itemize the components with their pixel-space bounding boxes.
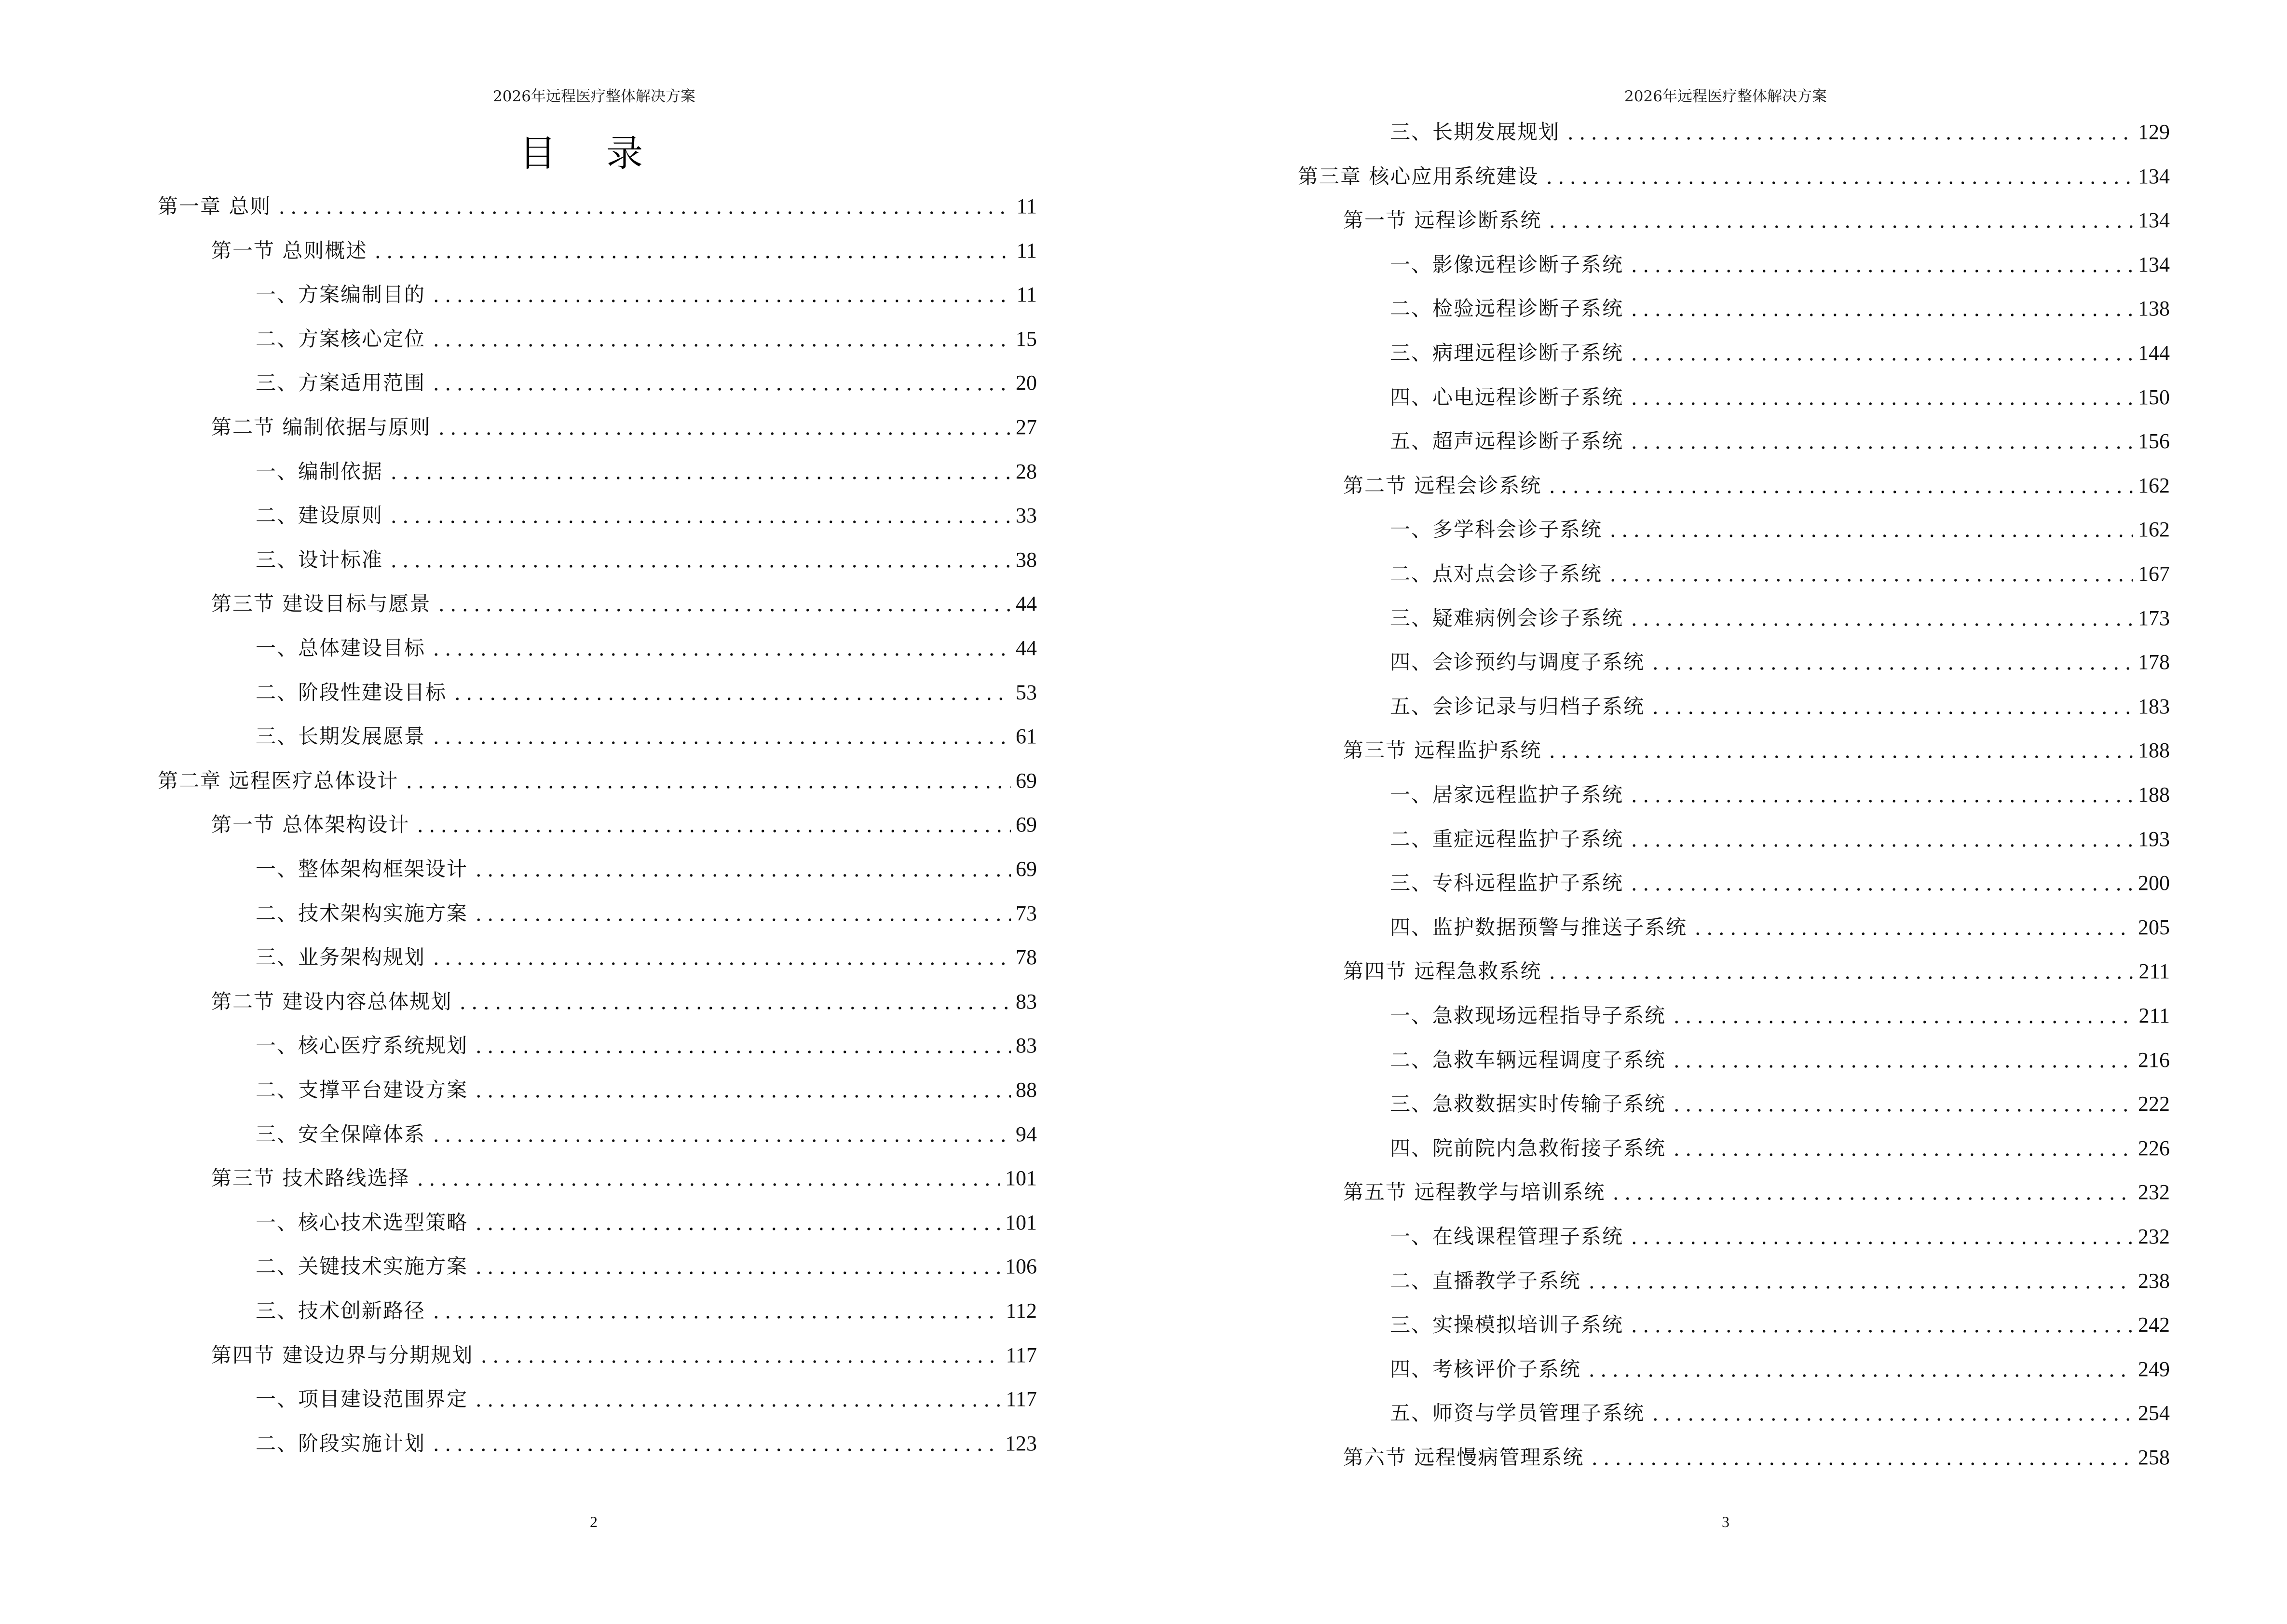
toc-entry-label: 一、编制依据 — [256, 459, 383, 483]
toc-entry-label: 第一节 总则概述 — [211, 238, 368, 262]
toc-entry-page: 33 — [1016, 504, 1037, 528]
toc-entry-page: 123 — [1005, 1431, 1037, 1455]
toc-list — [1144, 0, 2287, 1624]
toc-entry[interactable] — [256, 501, 1037, 530]
toc-entry-label: 三、方案适用范围 — [256, 371, 426, 395]
toc-entry-page: 129 — [2138, 120, 2170, 144]
toc-entry[interactable] — [211, 413, 1037, 442]
dot-leader — [430, 280, 1012, 309]
dot-leader — [388, 457, 1011, 486]
toc-entry-label: 三、技术创新路径 — [256, 1299, 426, 1323]
toc-entry-label: 二、阶段实施计划 — [256, 1431, 426, 1455]
dot-leader — [414, 1164, 1000, 1193]
toc-entry-label: 五、师资与学员管理子系统 — [1390, 1401, 1645, 1425]
page-number: 2 — [590, 1513, 598, 1530]
toc-entry-label: 一、核心医疗系统规划 — [256, 1034, 468, 1058]
running-header: 2026年远程医疗整体解决方案 — [493, 88, 695, 105]
toc-entry-page: 61 — [1016, 724, 1037, 749]
toc-entry[interactable] — [256, 722, 1037, 751]
toc-entry-page: 112 — [1006, 1299, 1037, 1323]
dot-leader — [1628, 869, 2133, 898]
toc-entry-label: 三、长期发展规划 — [1390, 120, 1560, 144]
toc-entry[interactable] — [256, 546, 1037, 574]
toc-entry[interactable] — [1390, 427, 2170, 456]
toc-entry-label: 三、急救数据实时传输子系统 — [1390, 1092, 1666, 1116]
toc-entry-page: 249 — [2138, 1357, 2170, 1381]
toc-entry-label: 三、疑难病例会诊子系统 — [1390, 606, 1624, 630]
dot-leader — [1628, 294, 2133, 323]
toc-entry-page: 238 — [2138, 1269, 2170, 1293]
dot-leader — [1692, 913, 2133, 942]
dot-leader — [1628, 383, 2133, 412]
toc-entry[interactable] — [256, 368, 1037, 397]
toc-entry-page: 101 — [1005, 1166, 1037, 1190]
toc-entry[interactable] — [1390, 1399, 2170, 1428]
toc-entry-label: 第二节 建设内容总体规划 — [211, 989, 452, 1013]
dot-leader — [473, 899, 1011, 928]
toc-entry[interactable] — [1343, 1178, 2170, 1207]
dot-leader — [1607, 560, 2133, 588]
dot-leader — [473, 1076, 1011, 1105]
toc-entry-label: 三、实操模拟培训子系统 — [1390, 1313, 1624, 1337]
toc-entry-label: 第二章 远程医疗总体设计 — [158, 768, 399, 792]
toc-entry[interactable] — [256, 899, 1037, 928]
dot-leader — [276, 192, 1011, 221]
toc-entry[interactable] — [256, 280, 1037, 309]
toc-entry[interactable] — [256, 1252, 1037, 1281]
toc-entry-page: 11 — [1016, 194, 1037, 218]
dot-leader — [1628, 1222, 2133, 1251]
toc-entry-label: 三、专科远程监护子系统 — [1390, 871, 1624, 895]
toc-entry-label: 第四节 远程急救系统 — [1343, 959, 1542, 983]
toc-entry[interactable] — [256, 855, 1037, 884]
toc-entry-label: 二、检验远程诊断子系统 — [1390, 297, 1624, 321]
toc-entry-page: 193 — [2138, 827, 2170, 851]
dot-leader — [1649, 1399, 2133, 1428]
toc-entry-label: 第一节 总体架构设计 — [211, 813, 410, 837]
toc-entry[interactable] — [1390, 1001, 2170, 1030]
dot-leader — [457, 987, 1011, 1016]
toc-entry[interactable] — [1390, 825, 2170, 854]
dot-leader — [414, 810, 1011, 839]
dot-leader — [1628, 604, 2133, 633]
toc-entry-page: 211 — [2138, 959, 2170, 983]
toc-entry-page: 254 — [2138, 1401, 2170, 1425]
dot-leader — [1546, 957, 2134, 986]
dot-leader — [473, 1031, 1011, 1060]
toc-entry-label: 二、技术架构实施方案 — [256, 901, 468, 925]
dot-leader — [388, 546, 1011, 574]
toc-entry-label: 三、安全保障体系 — [256, 1122, 426, 1146]
toc-entry-label: 第二节 编制依据与原则 — [211, 415, 431, 439]
toc-entry-label: 二、直播教学子系统 — [1390, 1269, 1581, 1293]
toc-entry[interactable] — [256, 1429, 1037, 1458]
toc-entry[interactable] — [1390, 692, 2170, 721]
toc-entry-label: 第一节 远程诊断系统 — [1343, 208, 1542, 232]
toc-entry-page: 138 — [2138, 297, 2170, 321]
dot-leader — [473, 1208, 1000, 1237]
toc-entry-page: 73 — [1016, 901, 1037, 925]
toc-entry[interactable] — [211, 1164, 1037, 1193]
toc-entry[interactable] — [256, 1076, 1037, 1105]
dot-leader — [430, 1120, 1011, 1149]
toc-entry-label: 第三节 建设目标与愿景 — [211, 592, 431, 616]
toc-entry-label: 一、居家远程监护子系统 — [1390, 783, 1624, 806]
dot-leader — [430, 722, 1011, 751]
toc-entry-page: 27 — [1016, 415, 1037, 439]
toc-entry-label: 一、多学科会诊子系统 — [1390, 518, 1603, 542]
toc-entry[interactable] — [1390, 1134, 2170, 1163]
toc-entry-page: 11 — [1016, 238, 1037, 262]
toc-entry-page: 78 — [1016, 945, 1037, 969]
dot-leader — [473, 1385, 1001, 1414]
toc-entry-label: 一、影像远程诊断子系统 — [1390, 252, 1624, 276]
toc-entry-label: 第五节 远程教学与培训系统 — [1343, 1180, 1606, 1204]
dot-leader — [1671, 1134, 2133, 1163]
toc-entry-page: 183 — [2138, 694, 2170, 718]
toc-entry-page: 134 — [2138, 164, 2170, 188]
toc-entry[interactable] — [1390, 780, 2170, 809]
toc-entry-page: 156 — [2138, 429, 2170, 453]
toc-entry-page: 150 — [2138, 385, 2170, 409]
toc-entry-label: 一、急救现场远程指导子系统 — [1390, 1004, 1666, 1027]
dot-leader — [430, 943, 1011, 972]
toc-entry[interactable] — [1390, 1222, 2170, 1251]
toc-entry[interactable] — [256, 1296, 1037, 1325]
dot-leader — [403, 766, 1011, 795]
toc-entry[interactable] — [1390, 869, 2170, 898]
dot-leader — [436, 413, 1011, 442]
toc-entry-page: 134 — [2138, 208, 2170, 232]
toc-entry-label: 一、总体建设目标 — [256, 636, 426, 660]
toc-entry-page: 101 — [1005, 1210, 1037, 1234]
toc-entry[interactable] — [1390, 913, 2170, 942]
toc-entry-page: 178 — [2138, 650, 2170, 674]
toc-entry-label: 三、业务架构规划 — [256, 945, 426, 969]
toc-entry-label: 第六节 远程慢病管理系统 — [1343, 1446, 1584, 1469]
toc-entry-label: 二、方案核心定位 — [256, 327, 426, 351]
right-page — [1144, 0, 2287, 1624]
dot-leader — [1628, 825, 2133, 854]
toc-entry-page: 69 — [1016, 857, 1037, 881]
dot-leader — [1671, 1046, 2133, 1075]
dot-leader — [473, 1252, 1000, 1281]
dot-leader — [473, 855, 1011, 884]
dot-leader — [1546, 736, 2133, 765]
toc-entry-label: 二、关键技术实施方案 — [256, 1255, 468, 1279]
dot-leader — [1628, 339, 2133, 368]
toc-entry-page: 44 — [1016, 636, 1037, 660]
dot-leader — [478, 1341, 1001, 1370]
dot-leader — [1586, 1355, 2133, 1384]
toc-entry-page: 134 — [2138, 252, 2170, 276]
toc-entry[interactable] — [1390, 294, 2170, 323]
toc-entry[interactable] — [1343, 957, 2170, 986]
toc-entry[interactable] — [211, 589, 1037, 618]
toc-entry-page: 117 — [1006, 1343, 1037, 1367]
dot-leader — [1649, 692, 2133, 721]
dot-leader — [1546, 206, 2133, 235]
toc-entry-page: 222 — [2138, 1092, 2170, 1116]
toc-entry-page: 188 — [2138, 783, 2170, 806]
toc-entry[interactable] — [256, 325, 1037, 354]
dot-leader — [1610, 1178, 2133, 1207]
toc-entry-label: 五、会诊记录与归档子系统 — [1390, 694, 1645, 718]
toc-entry-page: 232 — [2138, 1180, 2170, 1204]
toc-entry[interactable] — [1390, 118, 2170, 147]
dot-leader — [430, 368, 1011, 397]
toc-entry-page: 28 — [1016, 459, 1037, 483]
toc-entry-label: 第三节 远程监护系统 — [1343, 738, 1542, 763]
dot-leader — [1546, 471, 2133, 500]
toc-entry-label: 一、在线课程管理子系统 — [1390, 1225, 1624, 1248]
toc-entry-label: 一、核心技术选型策略 — [256, 1210, 468, 1234]
toc-entry[interactable] — [1343, 206, 2170, 235]
dot-leader — [1649, 648, 2133, 677]
toc-entry[interactable] — [1390, 1310, 2170, 1339]
toc-entry[interactable] — [1343, 736, 2170, 765]
toc-entry[interactable] — [211, 987, 1037, 1016]
toc-entry[interactable] — [1390, 515, 2170, 544]
toc-entry[interactable] — [1390, 560, 2170, 588]
toc-entry-label: 第一章 总则 — [158, 194, 272, 218]
dot-leader — [388, 501, 1011, 530]
toc-entry-page: 173 — [2138, 606, 2170, 630]
toc-entry-page: 94 — [1016, 1122, 1037, 1146]
toc-entry-page: 162 — [2138, 473, 2170, 497]
dot-leader — [1628, 427, 2133, 456]
toc-entry[interactable] — [1390, 1090, 2170, 1119]
toc-entry-label: 四、心电远程诊断子系统 — [1390, 385, 1624, 409]
toc-entry-page: 205 — [2138, 915, 2170, 939]
dot-leader — [1589, 1443, 2133, 1472]
dot-leader — [1628, 250, 2133, 279]
toc-entry[interactable] — [1390, 383, 2170, 412]
toc-entry-page: 69 — [1016, 813, 1037, 837]
toc-entry-label: 第三节 技术路线选择 — [211, 1166, 410, 1190]
toc-entry[interactable] — [256, 634, 1037, 663]
dot-leader — [1671, 1090, 2133, 1119]
toc-entry-page: 200 — [2138, 871, 2170, 895]
toc-entry[interactable] — [256, 1208, 1037, 1237]
toc-entry-page: 211 — [2138, 1004, 2170, 1027]
toc-entry-label: 四、会诊预约与调度子系统 — [1390, 650, 1645, 674]
toc-entry[interactable] — [256, 678, 1037, 707]
toc-entry-label: 二、重症远程监护子系统 — [1390, 827, 1624, 851]
toc-entry-label: 五、超声远程诊断子系统 — [1390, 429, 1624, 453]
toc-entry[interactable] — [1390, 1267, 2170, 1296]
toc-entry-label: 三、病理远程诊断子系统 — [1390, 341, 1624, 365]
toc-entry[interactable] — [1390, 1046, 2170, 1075]
toc-entry[interactable] — [256, 1385, 1037, 1414]
toc-entry-page: 38 — [1016, 547, 1037, 572]
toc-entry-page: 11 — [1016, 283, 1037, 307]
toc-entry-page: 226 — [2138, 1136, 2170, 1160]
toc-entry[interactable] — [1390, 648, 2170, 677]
toc-entry[interactable] — [158, 766, 1037, 795]
dot-leader — [1586, 1267, 2133, 1296]
toc-title: 目 录 — [519, 132, 663, 175]
dot-leader — [1671, 1001, 2134, 1030]
dot-leader — [436, 589, 1011, 618]
toc-entry-page: 53 — [1016, 680, 1037, 704]
toc-entry-label: 一、方案编制目的 — [256, 283, 426, 307]
toc-entry-page: 106 — [1005, 1255, 1037, 1279]
toc-entry-label: 三、设计标准 — [256, 547, 383, 572]
dot-leader — [430, 325, 1011, 354]
toc-entry-label: 三、长期发展愿景 — [256, 724, 426, 749]
toc-entry-label: 一、整体架构框架设计 — [256, 857, 468, 881]
toc-entry[interactable] — [1390, 604, 2170, 633]
toc-entry-label: 四、考核评价子系统 — [1390, 1357, 1581, 1381]
toc-entry-page: 44 — [1016, 592, 1037, 616]
toc-entry[interactable] — [1343, 471, 2170, 500]
toc-entry-page: 88 — [1016, 1078, 1037, 1102]
toc-entry-page: 83 — [1016, 989, 1037, 1013]
toc-entry-page: 188 — [2138, 738, 2170, 763]
toc-entry[interactable] — [1390, 250, 2170, 279]
toc-entry-label: 四、监护数据预警与推送子系统 — [1390, 915, 1688, 939]
toc-entry[interactable] — [211, 236, 1037, 265]
dot-leader — [430, 1429, 1000, 1458]
toc-entry-label: 第三章 核心应用系统建设 — [1298, 164, 1539, 188]
toc-entry[interactable] — [1343, 1443, 2170, 1472]
toc-entry-label: 第四节 建设边界与分期规划 — [211, 1343, 474, 1367]
toc-entry-page: 167 — [2138, 562, 2170, 586]
toc-entry[interactable] — [211, 1341, 1037, 1370]
toc-entry-page: 15 — [1016, 327, 1037, 351]
toc-entry-page: 20 — [1016, 371, 1037, 395]
dot-leader — [1628, 1310, 2133, 1339]
toc-entry-label: 四、院前院内急救衔接子系统 — [1390, 1136, 1666, 1160]
toc-entry[interactable] — [256, 1120, 1037, 1149]
toc-entry-page: 117 — [1006, 1387, 1037, 1411]
toc-entry-label: 二、急救车辆远程调度子系统 — [1390, 1048, 1666, 1072]
toc-entry[interactable] — [256, 1031, 1037, 1060]
running-header: 2026年远程医疗整体解决方案 — [1624, 88, 1827, 105]
dot-leader — [430, 634, 1011, 663]
toc-entry[interactable] — [1390, 1355, 2170, 1384]
toc-entry-page: 83 — [1016, 1034, 1037, 1058]
toc-entry[interactable] — [1390, 339, 2170, 368]
toc-entry-label: 二、阶段性建设目标 — [256, 680, 447, 704]
toc-entry-label: 一、项目建设范围界定 — [256, 1387, 468, 1411]
toc-entry[interactable] — [1298, 162, 2170, 191]
toc-entry[interactable] — [256, 943, 1037, 972]
toc-entry-page: 162 — [2138, 518, 2170, 542]
dot-leader — [1607, 515, 2133, 544]
page-number: 3 — [1722, 1513, 1729, 1530]
toc-entry-label: 二、建设原则 — [256, 504, 383, 528]
toc-entry-page: 69 — [1016, 768, 1037, 792]
toc-entry-page: 216 — [2138, 1048, 2170, 1072]
toc-entry-label: 二、支撑平台建设方案 — [256, 1078, 468, 1102]
toc-entry-page: 242 — [2138, 1313, 2170, 1337]
dot-leader — [451, 678, 1011, 707]
toc-entry-label: 第二节 远程会诊系统 — [1343, 473, 1542, 497]
dot-leader — [1565, 118, 2133, 147]
toc-entry[interactable] — [211, 810, 1037, 839]
toc-entry-label: 二、点对点会诊子系统 — [1390, 562, 1603, 586]
toc-entry[interactable] — [158, 192, 1037, 221]
toc-entry-page: 258 — [2138, 1446, 2170, 1469]
toc-entry-page: 232 — [2138, 1225, 2170, 1248]
dot-leader — [430, 1296, 1001, 1325]
dot-leader — [1628, 780, 2133, 809]
toc-entry-page: 144 — [2138, 341, 2170, 365]
dot-leader — [1543, 162, 2133, 191]
dot-leader — [372, 236, 1011, 265]
toc-entry[interactable] — [256, 457, 1037, 486]
